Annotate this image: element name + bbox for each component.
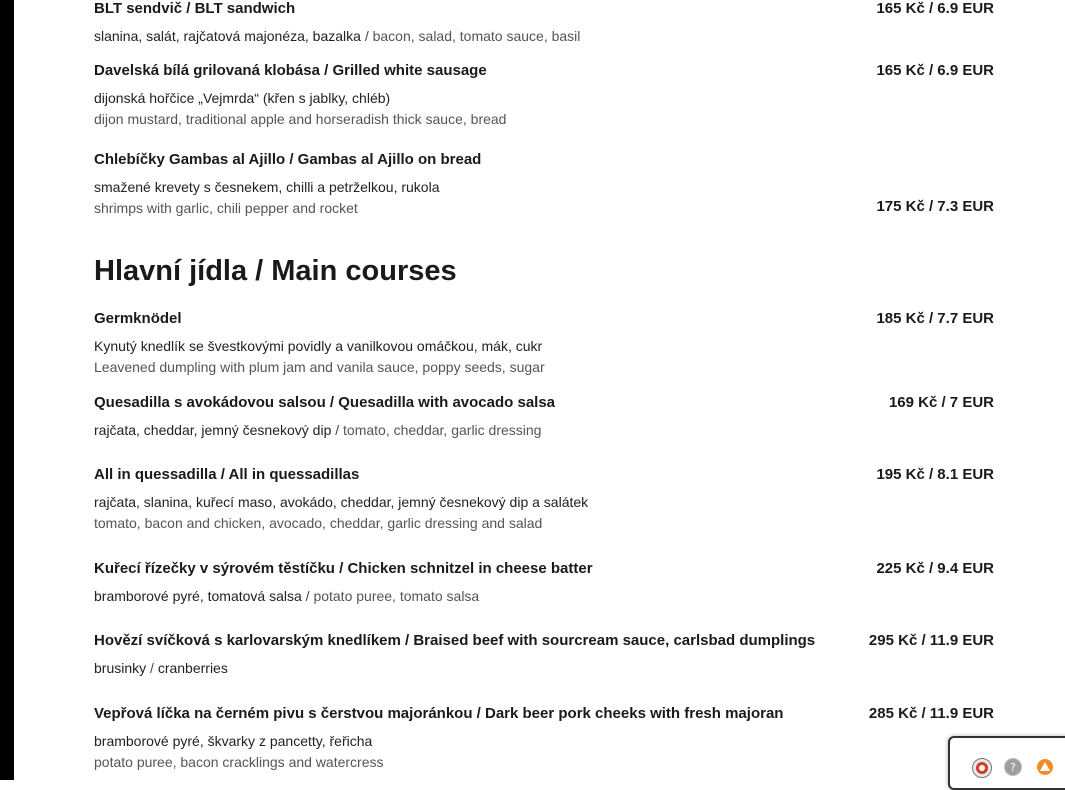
item-name: Quesadilla s avokádovou salsou / Quesadilla with avocado salsa	[94, 394, 556, 411]
menu-item-blt	[94, 0, 994, 45]
item-description	[94, 659, 994, 677]
menu-item-all-in-quesadilla	[94, 466, 994, 532]
desc-en: potato puree, tomato salsa	[313, 588, 480, 604]
separator: /	[335, 422, 340, 438]
menu-item-quesadilla	[94, 394, 994, 439]
settings-icon[interactable]	[972, 758, 992, 778]
desc-cz: rajčata, slanina, kuřecí maso, avokádo, cheddar, jemný česnekový dip a salátek	[94, 494, 589, 510]
desc-en: dijon mustard, traditional apple and horseradish thick sauce, bread	[94, 111, 507, 127]
item-price: 175 Kč / 7.3 EUR	[876, 198, 994, 215]
item-description	[94, 421, 994, 439]
desc-cz: slanina, salát, rajčatová majonéza, bazalka	[94, 28, 361, 44]
desc-en: shrimps with garlic, chili pepper and rocket	[94, 200, 358, 216]
item-name: Kuřecí řízečky v sýrovém těstíčku / Chicken schnitzel in cheese batter	[94, 560, 593, 577]
item-name: Vepřová líčka na černém pivu s čerstvou majoránkou / Dark beer pork cheeks with fresh majoran	[94, 705, 784, 722]
left-edge-bar	[0, 0, 14, 780]
menu-item-germknodel	[94, 310, 994, 376]
item-price: 195 Kč / 8.1 EUR	[876, 466, 994, 483]
desc-cz: brusinky	[94, 660, 147, 676]
desc-en: tomato, cheddar, garlic dressing	[343, 422, 542, 438]
item-description	[94, 587, 994, 605]
desc-cz: bramborové pyré, škvarky z pancetty, řeřicha	[94, 733, 373, 749]
desc-cz: Kynutý knedlík se švestkovými povidly a vanilkovou omáčkou, mák, cukr	[94, 338, 543, 354]
item-name: All in quessadilla / All in quessadillas	[94, 466, 360, 483]
item-description	[94, 27, 994, 45]
menu-item-gambas	[94, 151, 994, 217]
separator: /	[150, 660, 154, 676]
menu-item-chicken-schnitzel	[94, 560, 994, 605]
warning-icon[interactable]	[1036, 758, 1054, 776]
item-price: 185 Kč / 7.7 EUR	[876, 310, 994, 327]
svg-text:?: ?	[1010, 761, 1016, 774]
desc-cz: smažené krevety s česnekem, chilli a petrželkou, rukola	[94, 179, 440, 195]
floating-widget	[948, 736, 1065, 790]
menu-item-sausage	[94, 62, 994, 128]
desc-en: cranberries	[157, 660, 228, 676]
desc-en: tomato, bacon and chicken, avocado, cheddar, garlic dressing and salad	[94, 515, 543, 531]
separator: /	[305, 588, 310, 604]
separator: /	[364, 28, 369, 44]
item-price: 165 Kč / 6.9 EUR	[876, 0, 994, 17]
section-heading-main-courses: Hlavní jídla / Main courses	[94, 255, 457, 287]
item-price: 285 Kč / 11.9 EUR	[868, 705, 994, 722]
item-price: 165 Kč / 6.9 EUR	[876, 62, 994, 79]
desc-en: potato puree, bacon cracklings and watercress	[94, 754, 384, 770]
desc-en: Leavened dumpling with plum jam and vanila sauce, poppy seeds, sugar	[94, 359, 545, 375]
item-price: 295 Kč / 11.9 EUR	[868, 632, 994, 649]
item-name: Chlebíčky Gambas al Ajillo / Gambas al Ajillo on bread	[94, 151, 482, 168]
item-name: Hovězí svíčková s karlovarským knedlíkem / Braised beef with sourcream sauce, carlsbad dumplings	[94, 632, 816, 649]
menu-item-pork-cheeks	[94, 705, 994, 771]
desc-cz: bramborové pyré, tomatová salsa	[94, 588, 302, 604]
item-name: Davelská bílá grilovaná klobása / Grilled white sausage	[94, 62, 487, 79]
desc-en: bacon, salad, tomato sauce, basil	[372, 28, 581, 44]
item-price: 225 Kč / 9.4 EUR	[876, 560, 994, 577]
item-price: 169 Kč / 7 EUR	[888, 394, 994, 411]
item-name: Germknödel	[94, 310, 182, 327]
item-name: BLT sendvič / BLT sandwich	[94, 0, 296, 17]
desc-cz: dijonská hořčice „Vejmrda“ (křen s jablky, chléb)	[94, 90, 391, 106]
help-icon[interactable]	[1004, 758, 1022, 776]
desc-cz: rajčata, cheddar, jemný česnekový dip	[94, 422, 332, 438]
menu-item-beef-svickova	[94, 632, 994, 677]
